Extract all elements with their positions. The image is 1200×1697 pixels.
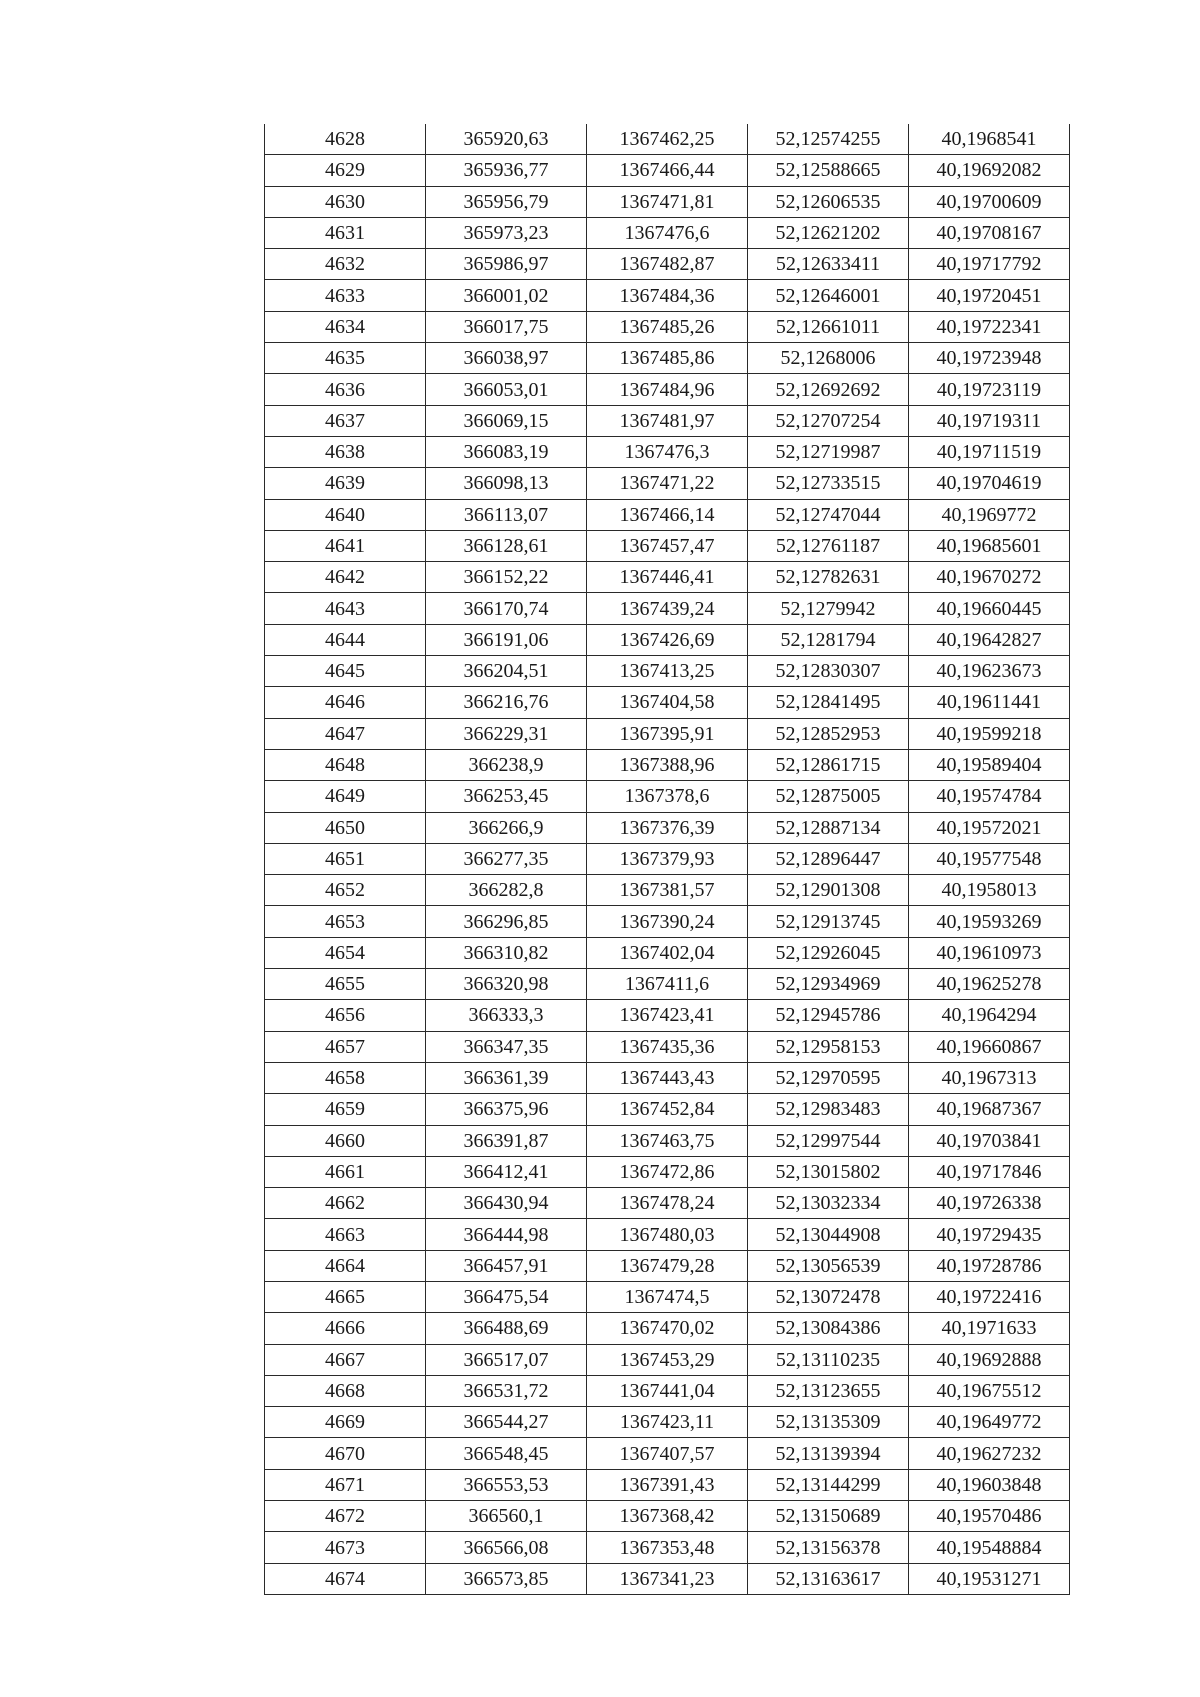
table-cell: 1367471,22 [587,468,748,499]
table-cell: 52,13044908 [748,1219,909,1250]
table-cell: 366488,69 [426,1313,587,1344]
table-cell: 4661 [265,1156,426,1187]
table-cell: 366573,85 [426,1563,587,1594]
table-cell: 1367390,24 [587,906,748,937]
table-cell: 366152,22 [426,562,587,593]
table-cell: 52,12606535 [748,186,909,217]
table-row [265,405,1070,436]
table-cell: 1367485,86 [587,343,748,374]
table-cell: 366457,91 [426,1250,587,1281]
table-cell: 4650 [265,812,426,843]
table-row [265,1000,1070,1031]
table-cell: 52,12983483 [748,1094,909,1125]
table-row [265,749,1070,780]
table-cell: 1367381,57 [587,875,748,906]
table-cell: 1367478,24 [587,1188,748,1219]
table-cell: 52,13084386 [748,1313,909,1344]
table-cell: 4662 [265,1188,426,1219]
table-row [265,499,1070,530]
table-cell: 4648 [265,749,426,780]
table-cell: 366083,19 [426,436,587,467]
table-cell: 40,19627232 [909,1438,1070,1469]
table-cell: 1367476,6 [587,217,748,248]
table-cell: 4629 [265,155,426,186]
table-cell: 40,1967313 [909,1062,1070,1093]
table-row [265,1250,1070,1281]
table-cell: 52,12633411 [748,249,909,280]
table-cell: 1367462,25 [587,124,748,155]
table-cell: 4659 [265,1094,426,1125]
table-cell: 1367482,87 [587,249,748,280]
table-cell: 1367423,11 [587,1407,748,1438]
table-cell: 40,19722341 [909,311,1070,342]
table-cell: 52,12934969 [748,969,909,1000]
table-cell: 366204,51 [426,656,587,687]
table-cell: 1367480,03 [587,1219,748,1250]
table-cell: 40,19642827 [909,624,1070,655]
table-cell: 4628 [265,124,426,155]
table-cell: 366001,02 [426,280,587,311]
table-row [265,906,1070,937]
table-cell: 1367485,26 [587,311,748,342]
table-row [265,937,1070,968]
table-cell: 40,19703841 [909,1125,1070,1156]
table-cell: 52,13156378 [748,1532,909,1563]
table-cell: 52,12621202 [748,217,909,248]
table-cell: 365936,77 [426,155,587,186]
table-cell: 1367472,86 [587,1156,748,1187]
table-cell: 52,13032334 [748,1188,909,1219]
table-row [265,1313,1070,1344]
table-cell: 40,19660445 [909,593,1070,624]
table-cell: 52,12588665 [748,155,909,186]
table-cell: 1367404,58 [587,687,748,718]
table-row [265,1062,1070,1093]
table-cell: 4667 [265,1344,426,1375]
table-cell: 40,19685601 [909,530,1070,561]
table-cell: 52,12852953 [748,718,909,749]
table-cell: 4640 [265,499,426,530]
table-row [265,1031,1070,1062]
table-cell: 4647 [265,718,426,749]
table-cell: 40,19572021 [909,812,1070,843]
table-cell: 52,12761187 [748,530,909,561]
table-cell: 40,1971633 [909,1313,1070,1344]
table-cell: 52,13110235 [748,1344,909,1375]
table-cell: 40,19726338 [909,1188,1070,1219]
table-cell: 52,12707254 [748,405,909,436]
table-cell: 366113,07 [426,499,587,530]
table-cell: 40,19660867 [909,1031,1070,1062]
table-row [265,1375,1070,1406]
table-row [265,812,1070,843]
table-cell: 40,19692888 [909,1344,1070,1375]
table-cell: 4633 [265,280,426,311]
table-cell: 1367446,41 [587,562,748,593]
table-cell: 40,19728786 [909,1250,1070,1281]
table-row [265,718,1070,749]
table-cell: 4658 [265,1062,426,1093]
table-cell: 52,13123655 [748,1375,909,1406]
table-cell: 40,19723948 [909,343,1070,374]
table-row [265,530,1070,561]
table-row [265,311,1070,342]
table-row [265,1125,1070,1156]
table-cell: 4639 [265,468,426,499]
table-cell: 52,13135309 [748,1407,909,1438]
table-cell: 366553,53 [426,1469,587,1500]
table-cell: 366128,61 [426,530,587,561]
table-cell: 1367453,29 [587,1344,748,1375]
table-cell: 52,1268006 [748,343,909,374]
table-cell: 40,1968541 [909,124,1070,155]
table-row [265,1281,1070,1312]
table-row [265,124,1070,155]
table-row [265,1344,1070,1375]
table-row [265,1532,1070,1563]
table-cell: 1367474,5 [587,1281,748,1312]
table-cell: 40,19623673 [909,656,1070,687]
table-cell: 365986,97 [426,249,587,280]
table-cell: 52,12719987 [748,436,909,467]
table-cell: 366170,74 [426,593,587,624]
table-cell: 40,19675512 [909,1375,1070,1406]
table-cell: 40,19649772 [909,1407,1070,1438]
table-row [265,593,1070,624]
table-cell: 366475,54 [426,1281,587,1312]
table-cell: 366531,72 [426,1375,587,1406]
table-cell: 4635 [265,343,426,374]
table-cell: 52,12945786 [748,1000,909,1031]
table-cell: 1367439,24 [587,593,748,624]
table-cell: 52,12875005 [748,781,909,812]
table-cell: 4663 [265,1219,426,1250]
table-cell: 366310,82 [426,937,587,968]
table-cell: 4673 [265,1532,426,1563]
table-cell: 40,1958013 [909,875,1070,906]
table-cell: 1367378,6 [587,781,748,812]
table-cell: 40,19717792 [909,249,1070,280]
table-cell: 40,19589404 [909,749,1070,780]
table-row [265,1438,1070,1469]
table-cell: 40,19577548 [909,843,1070,874]
table-cell: 365920,63 [426,124,587,155]
table-cell: 52,12782631 [748,562,909,593]
table-row [265,217,1070,248]
table-cell: 1367376,39 [587,812,748,843]
table-row [265,969,1070,1000]
table-row [265,875,1070,906]
table-cell: 4674 [265,1563,426,1594]
table-cell: 366566,08 [426,1532,587,1563]
table-cell: 40,19723119 [909,374,1070,405]
table-cell: 52,13163617 [748,1563,909,1594]
table-cell: 52,12970595 [748,1062,909,1093]
table-cell: 4671 [265,1469,426,1500]
table-row [265,687,1070,718]
table-cell: 1367476,3 [587,436,748,467]
table-row [265,468,1070,499]
table-cell: 52,12997544 [748,1125,909,1156]
table-cell: 366191,06 [426,624,587,655]
table-row [265,1219,1070,1250]
table-cell: 366277,35 [426,843,587,874]
table-cell: 1367457,47 [587,530,748,561]
table-row [265,249,1070,280]
table-cell: 40,1964294 [909,1000,1070,1031]
table-cell: 366544,27 [426,1407,587,1438]
table-cell: 1367368,42 [587,1501,748,1532]
table-cell: 52,12913745 [748,906,909,937]
table-cell: 1367413,25 [587,656,748,687]
table-cell: 40,19670272 [909,562,1070,593]
table-cell: 1367423,41 [587,1000,748,1031]
table-cell: 4645 [265,656,426,687]
table-row [265,1563,1070,1594]
table-cell: 1367395,91 [587,718,748,749]
table-cell: 40,19700609 [909,186,1070,217]
table-cell: 1367402,04 [587,937,748,968]
table-row [265,186,1070,217]
table-cell: 4636 [265,374,426,405]
table-cell: 4630 [265,186,426,217]
table-cell: 4641 [265,530,426,561]
table-row [265,1188,1070,1219]
table-cell: 40,19729435 [909,1219,1070,1250]
table-cell: 40,19593269 [909,906,1070,937]
table-cell: 366548,45 [426,1438,587,1469]
table-cell: 40,19531271 [909,1563,1070,1594]
table-cell: 52,12692692 [748,374,909,405]
table-cell: 366391,87 [426,1125,587,1156]
table-cell: 4656 [265,1000,426,1031]
table-cell: 366038,97 [426,343,587,374]
table-cell: 4654 [265,937,426,968]
table-cell: 1367471,81 [587,186,748,217]
table-row [265,656,1070,687]
table-cell: 1367426,69 [587,624,748,655]
table-cell: 40,19692082 [909,155,1070,186]
table-cell: 40,1969772 [909,499,1070,530]
table-cell: 52,12747044 [748,499,909,530]
table-cell: 1367463,75 [587,1125,748,1156]
table-cell: 40,19722416 [909,1281,1070,1312]
table-cell: 40,19720451 [909,280,1070,311]
table-cell: 366216,76 [426,687,587,718]
table-row [265,562,1070,593]
table-cell: 4670 [265,1438,426,1469]
table-row [265,1469,1070,1500]
table-cell: 4672 [265,1501,426,1532]
table-cell: 1367479,28 [587,1250,748,1281]
table-cell: 4637 [265,405,426,436]
table-cell: 366253,45 [426,781,587,812]
table-row [265,1094,1070,1125]
table-cell: 366069,15 [426,405,587,436]
table-row [265,155,1070,186]
table-cell: 365973,23 [426,217,587,248]
table-cell: 1367470,02 [587,1313,748,1344]
table-cell: 366361,39 [426,1062,587,1093]
table-cell: 52,12861715 [748,749,909,780]
table-cell: 52,12733515 [748,468,909,499]
table-cell: 1367452,84 [587,1094,748,1125]
table-cell: 366412,41 [426,1156,587,1187]
table-cell: 366053,01 [426,374,587,405]
table-cell: 40,19625278 [909,969,1070,1000]
table-cell: 4631 [265,217,426,248]
table-cell: 40,19711519 [909,436,1070,467]
table-cell: 40,19687367 [909,1094,1070,1125]
table-cell: 4653 [265,906,426,937]
table-row [265,436,1070,467]
table-cell: 4644 [265,624,426,655]
table-cell: 52,12830307 [748,656,909,687]
table-cell: 4642 [265,562,426,593]
table-cell: 4638 [265,436,426,467]
table-cell: 40,19719311 [909,405,1070,436]
table-row [265,1407,1070,1438]
table-cell: 366266,9 [426,812,587,843]
table-cell: 1367379,93 [587,843,748,874]
table-cell: 1367435,36 [587,1031,748,1062]
table-cell: 366444,98 [426,1219,587,1250]
table-cell: 40,19610973 [909,937,1070,968]
table-cell: 366098,13 [426,468,587,499]
table-cell: 4657 [265,1031,426,1062]
table-cell: 1367484,96 [587,374,748,405]
table-cell: 366430,94 [426,1188,587,1219]
table-cell: 366229,31 [426,718,587,749]
table-row [265,624,1070,655]
table-cell: 1367484,36 [587,280,748,311]
table-cell: 40,19599218 [909,718,1070,749]
table-row [265,374,1070,405]
table-cell: 52,12646001 [748,280,909,311]
table-cell: 365956,79 [426,186,587,217]
table-row [265,343,1070,374]
table-cell: 4666 [265,1313,426,1344]
table-row [265,843,1070,874]
table-cell: 366017,75 [426,311,587,342]
table-cell: 1367466,44 [587,155,748,186]
table-cell: 40,19548884 [909,1532,1070,1563]
table-row [265,1501,1070,1532]
table-cell: 366296,85 [426,906,587,937]
table-cell: 52,12958153 [748,1031,909,1062]
table-cell: 4632 [265,249,426,280]
table-cell: 4669 [265,1407,426,1438]
table-cell: 1367443,43 [587,1062,748,1093]
table-cell: 4634 [265,311,426,342]
table-cell: 52,13144299 [748,1469,909,1500]
table-cell: 366347,35 [426,1031,587,1062]
table-row [265,280,1070,311]
table-cell: 1367407,57 [587,1438,748,1469]
table-cell: 1367388,96 [587,749,748,780]
table-cell: 4646 [265,687,426,718]
coordinates-table-body [265,124,1070,1594]
table-cell: 52,12574255 [748,124,909,155]
table-cell: 1367341,23 [587,1563,748,1594]
table-cell: 40,19717846 [909,1156,1070,1187]
table-cell: 366375,96 [426,1094,587,1125]
table-cell: 1367481,97 [587,405,748,436]
table-cell: 366282,8 [426,875,587,906]
table-cell: 366320,98 [426,969,587,1000]
table-cell: 40,19611441 [909,687,1070,718]
table-cell: 1367411,6 [587,969,748,1000]
table-cell: 52,13056539 [748,1250,909,1281]
table-cell: 1367466,14 [587,499,748,530]
table-cell: 52,12926045 [748,937,909,968]
table-cell: 4652 [265,875,426,906]
table-cell: 366333,3 [426,1000,587,1031]
table-cell: 1367441,04 [587,1375,748,1406]
table-cell: 52,13150689 [748,1501,909,1532]
coordinates-table [264,124,1070,1595]
table-cell: 40,19708167 [909,217,1070,248]
table-cell: 4649 [265,781,426,812]
table-cell: 52,13015802 [748,1156,909,1187]
table-cell: 52,1279942 [748,593,909,624]
table-cell: 40,19704619 [909,468,1070,499]
table-cell: 52,13139394 [748,1438,909,1469]
table-cell: 40,19570486 [909,1501,1070,1532]
table-cell: 52,12887134 [748,812,909,843]
table-cell: 40,19574784 [909,781,1070,812]
table-cell: 4643 [265,593,426,624]
table-cell: 366560,1 [426,1501,587,1532]
table-cell: 4655 [265,969,426,1000]
table-cell: 1367353,48 [587,1532,748,1563]
table-cell: 4660 [265,1125,426,1156]
table-row [265,781,1070,812]
table-cell: 52,12841495 [748,687,909,718]
table-cell: 52,13072478 [748,1281,909,1312]
table-cell: 52,12896447 [748,843,909,874]
table-cell: 52,12661011 [748,311,909,342]
table-cell: 366517,07 [426,1344,587,1375]
table-row [265,1156,1070,1187]
table-cell: 366238,9 [426,749,587,780]
table-cell: 52,12901308 [748,875,909,906]
table-cell: 4665 [265,1281,426,1312]
table-cell: 4668 [265,1375,426,1406]
table-cell: 1367391,43 [587,1469,748,1500]
table-cell: 40,19603848 [909,1469,1070,1500]
table-cell: 52,1281794 [748,624,909,655]
table-cell: 4664 [265,1250,426,1281]
table-cell: 4651 [265,843,426,874]
